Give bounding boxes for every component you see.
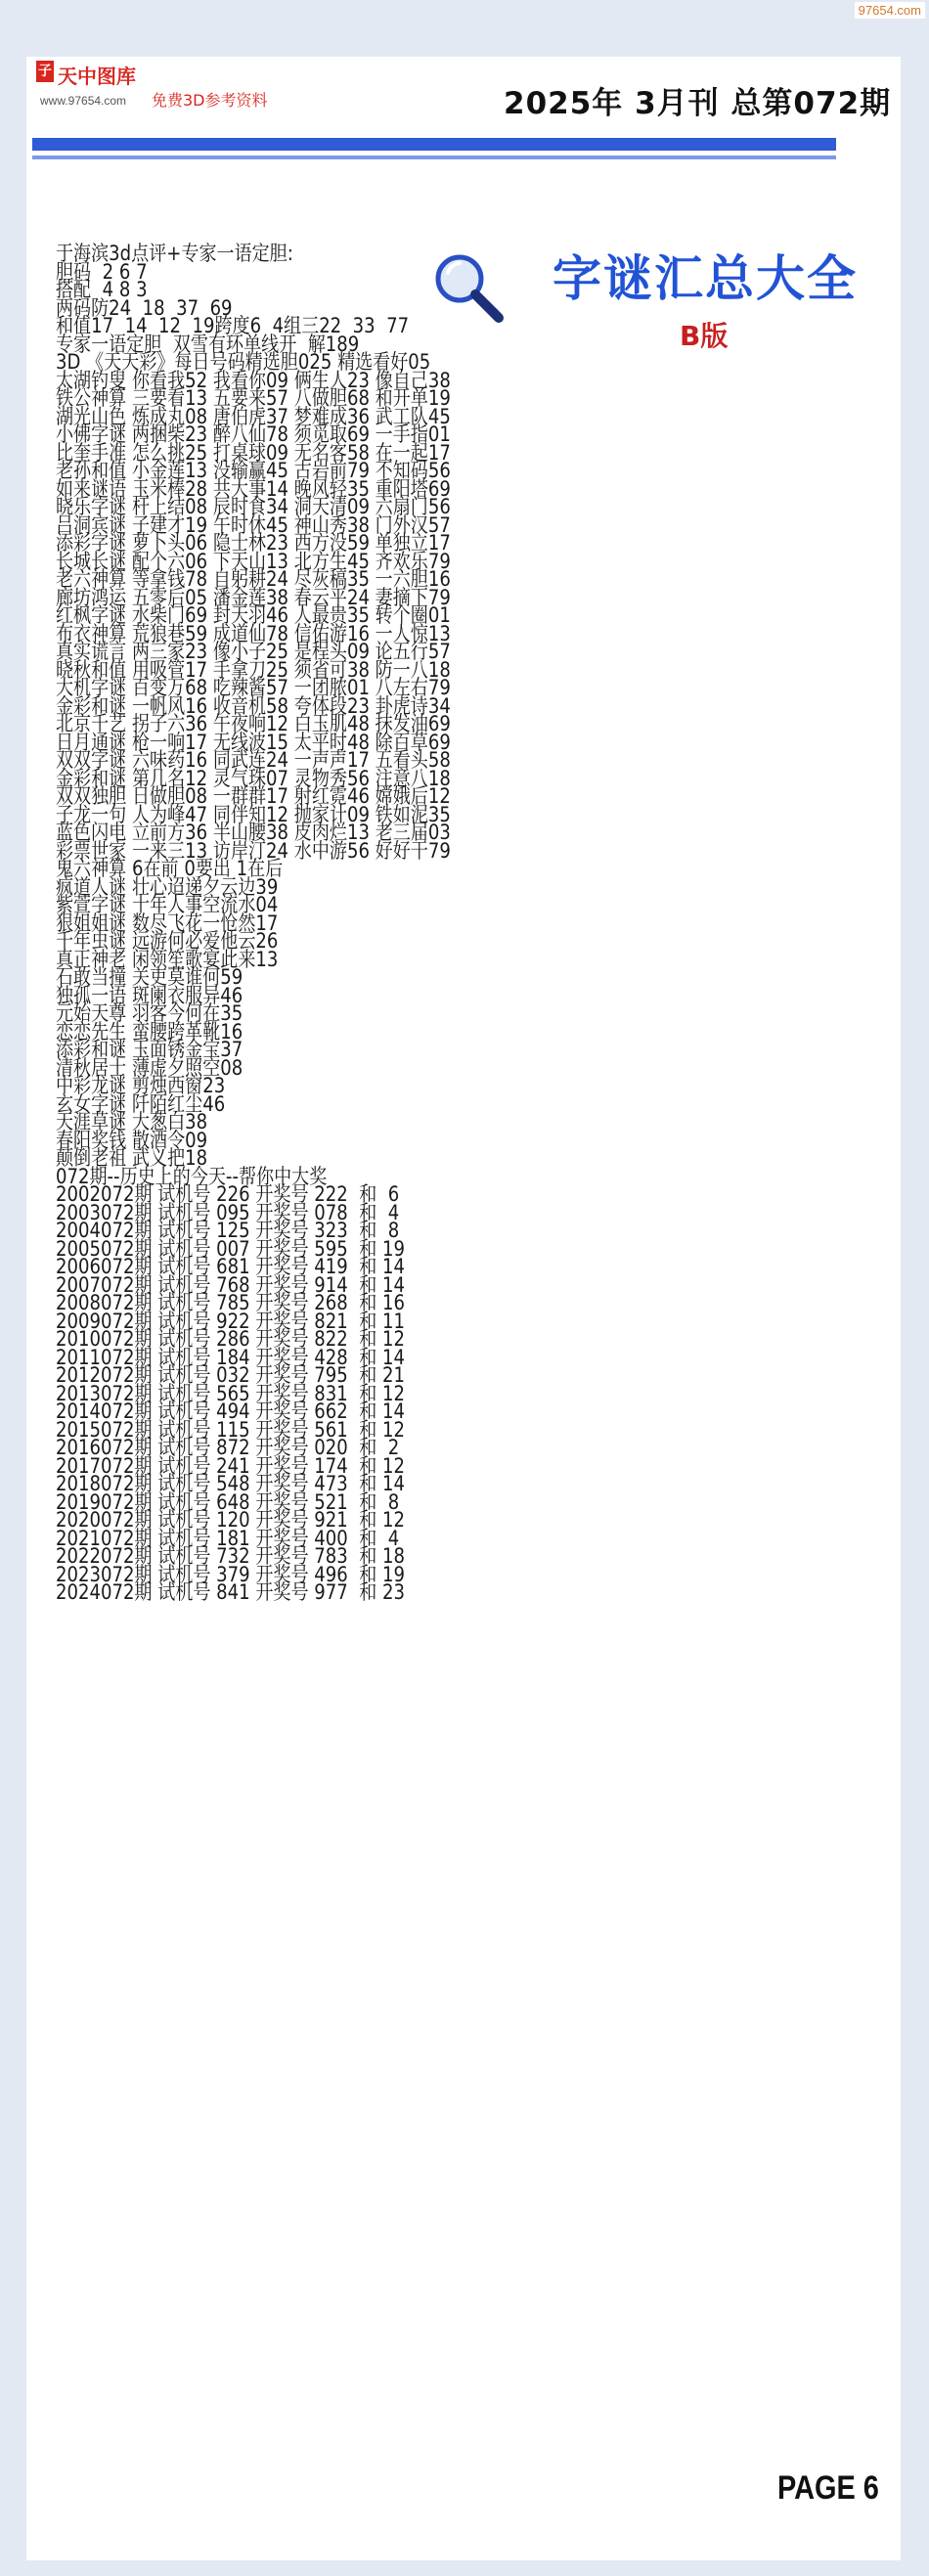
header-divider-thick — [32, 138, 836, 151]
content-line: 独孤一语 斑阑衣服异46 — [56, 983, 243, 1007]
content-line: 玄女字谜 阡陌红尘46 — [56, 1091, 226, 1116]
content-line: 搭配 4 8 3 — [56, 278, 148, 301]
content-line: 2002072期 试机号 226 开奖号 222 和 6 — [56, 1182, 400, 1206]
header-tagline: 免费3D参考资料 — [152, 91, 268, 110]
content-line: 3D 《天天彩》每日号码精选胆025 精选看好05 — [56, 350, 431, 374]
content-line: 清秋居士 薄虚夕照空08 — [56, 1055, 243, 1080]
content-line: 鬼六神算 6在前 0要出 1在后 — [56, 857, 284, 880]
content-line: 2010072期 试机号 286 开奖号 822 和 12 — [56, 1327, 406, 1351]
content-line: 2021072期 试机号 181 开奖号 400 和 4 — [56, 1526, 400, 1550]
content-line: 2003072期 试机号 095 开奖号 078 和 4 — [56, 1200, 400, 1224]
site-watermark: 97654.com — [855, 2, 925, 19]
content-line: 2019072期 试机号 648 开奖号 521 和 8 — [56, 1489, 400, 1514]
content-line: 2011072期 试机号 184 开奖号 428 和 14 — [56, 1345, 406, 1369]
logo-url[interactable]: www.97654.com — [40, 94, 127, 108]
content-line: 2018072期 试机号 548 开奖号 473 和 14 — [56, 1472, 406, 1495]
riddle-content — [56, 244, 525, 1602]
content-line: 小佛字谜 两捆柴23 醉八仙78 须觅取69 一手指01 — [56, 422, 451, 446]
content-line: 布衣神算 荒狼巷59 成道仙78 信佑游16 一人惊13 — [56, 621, 451, 645]
content-line: 颠倒老祖 武义把18 — [56, 1146, 208, 1170]
content-line: 2013072期 试机号 565 开奖号 831 和 12 — [56, 1381, 406, 1405]
logo-icon: 子 — [36, 61, 54, 82]
content-line: 2005072期 试机号 007 开奖号 595 和 19 — [56, 1236, 406, 1261]
content-line: 千年虫谜 远游何必爱他云26 — [56, 929, 279, 953]
content-line: 春阳奖钱 散酒令09 — [56, 1128, 208, 1152]
content-line: 2008072期 试机号 785 开奖号 268 和 16 — [56, 1291, 406, 1314]
content-line: 老孙和值 小金莲13 没输赢45 古岩前79 不知码56 — [56, 459, 451, 482]
content-line: 吕洞宾谜 子建才19 午时休45 神山秀38 门外汉57 — [56, 512, 451, 537]
content-line: 两码防24 18 37 69 — [56, 295, 233, 320]
content-line: 2017072期 试机号 241 开奖号 174 和 12 — [56, 1453, 406, 1478]
content-line: 072期--历史上的今天--帮你中大奖 — [56, 1164, 328, 1188]
content-line: 紫萱字谜 十年人事空流水04 — [56, 893, 279, 916]
content-line: 2014072期 试机号 494 开奖号 662 和 14 — [56, 1399, 406, 1423]
content-line: 金彩和谜 第几名12 灵气珠07 灵物秀56 注意八18 — [56, 766, 451, 790]
content-line: 2009072期 试机号 922 开奖号 821 和 11 — [56, 1309, 406, 1333]
content-line: 于海滨3d点评+专家一语定胆: — [56, 242, 293, 265]
content-line: 天涯草谜 大葱白38 — [56, 1110, 208, 1133]
content-line: 湖光山色 炼成丸08 唐伯虎37 梦难成36 武工队45 — [56, 404, 451, 428]
content-line: 晓秋和值 用吸管17 手拿刀25 须省可38 防一八18 — [56, 657, 451, 682]
content-line: 2023072期 试机号 379 开奖号 496 和 19 — [56, 1562, 406, 1586]
content-line: 胆码 2 6 7 — [56, 259, 148, 284]
content-line: 2004072期 试机号 125 开奖号 323 和 8 — [56, 1219, 400, 1242]
page-number: PAGE 6 — [777, 2469, 879, 2507]
content-line: 北京千艺 拐子六36 午夜响12 白玉肌48 抹发油69 — [56, 712, 451, 735]
content-line: 真正神老 闲领笙歌宴此来13 — [56, 947, 279, 971]
content-line: 蓝色闪电 立前方36 半山腰38 皮肉烂13 老三届03 — [56, 821, 451, 844]
content-line: 2012072期 试机号 032 开奖号 795 和 21 — [56, 1363, 406, 1387]
content-line: 铁公神算 三要看13 五要来57 八做胆68 和开单19 — [56, 386, 451, 410]
content-line: 日月通谜 枪一响17 无线波15 太平时48 除百草69 — [56, 730, 451, 754]
content-line: 2016072期 试机号 872 开奖号 020 和 2 — [56, 1436, 400, 1459]
content-line: 太湖钓叟 你看我52 我看你09 俩生人23 像自己38 — [56, 368, 451, 392]
content-line: 疯道人谜 壮心迢递夕云边39 — [56, 874, 279, 899]
content-line: 晓乐字谜 杆上结08 辰时食34 洞天清09 六扇门56 — [56, 495, 451, 518]
content-line: 添彩字谜 萝卜头06 隐士林23 西方没59 单独立17 — [56, 531, 451, 555]
header-divider-thin — [32, 155, 836, 159]
content-line: 如来谜语 玉米棒28 共大事14 晚风轻35 重阳塔69 — [56, 476, 451, 501]
logo-name: 天中图库 — [58, 65, 136, 88]
content-line: 狠姐姐谜 数尽飞花一怆然17 — [56, 910, 279, 935]
content-line: 恋恋先生 蛮腰跨革靴16 — [56, 1019, 243, 1044]
content-line: 比奎手准 怎么挑25 打桌球09 无名客58 在一起17 — [56, 440, 451, 465]
content-line: 中彩龙谜 剪烛西窗23 — [56, 1074, 226, 1097]
content-line: 双双独胆 日做胆08 一群群17 射红霓46 嫦娥后12 — [56, 784, 451, 808]
content-line: 添彩和谜 玉面锈金宝37 — [56, 1038, 243, 1061]
content-line: 石敢当撞 关吏莫谁何59 — [56, 965, 243, 989]
section-title: 字谜汇总大全 — [553, 250, 858, 307]
content-line: 2015072期 试机号 115 开奖号 561 和 12 — [56, 1417, 406, 1442]
content-line: 双双字谜 六味药16 同武连24 一声声17 五看头58 — [56, 748, 451, 772]
content-line: 子龙一句 人为峰47 同伴知12 抛家计09 铁如泥35 — [56, 802, 451, 826]
content-line: 2022072期 试机号 732 开奖号 783 和 18 — [56, 1544, 406, 1568]
content-line: 真实谎言 两三家23 像小子25 是程头09 论五行57 — [56, 640, 451, 663]
content-line: 大机字谜 百变万68 吃辣酱57 一团脓01 八左右79 — [56, 676, 451, 699]
content-line: 红枫字谜 水柴门69 封天羽46 人最贵35 转个圈01 — [56, 603, 451, 627]
content-line: 元始天尊 羽客今何在35 — [56, 1001, 243, 1025]
content-line: 和值17 14 12 19跨度6 4组三22 33 77 — [56, 314, 410, 337]
section-edition: B版 — [680, 320, 729, 352]
content-line: 廊坊鸿运 五零后05 潘金莲38 春云平24 妻摘下79 — [56, 585, 451, 609]
content-line: 金彩和谜 一帆风16 收音机58 夸体段23 卦虎诗34 — [56, 693, 451, 718]
content-line: 专家一语定胆 双雪有环单线开 解189 — [56, 332, 360, 356]
content-line: 2024072期 试机号 841 开奖号 977 和 23 — [56, 1580, 406, 1604]
content-line: 长城长谜 配个六06 下天山13 北方生45 齐欢乐79 — [56, 549, 451, 573]
issue-title: 2025年 3月刊 总第072期 — [504, 86, 892, 121]
content-line: 2006072期 试机号 681 开奖号 419 和 14 — [56, 1255, 406, 1278]
content-line: 彩票世家 一来三13 访岸汀24 水中游56 好好干79 — [56, 838, 451, 863]
content-line: 2007072期 试机号 768 开奖号 914 和 14 — [56, 1272, 406, 1297]
content-line: 2020072期 试机号 120 开奖号 921 和 12 — [56, 1508, 406, 1532]
content-line: 老六神算 等拿钱78 自躬耕24 尽灰稿35 一六胆16 — [56, 567, 451, 591]
